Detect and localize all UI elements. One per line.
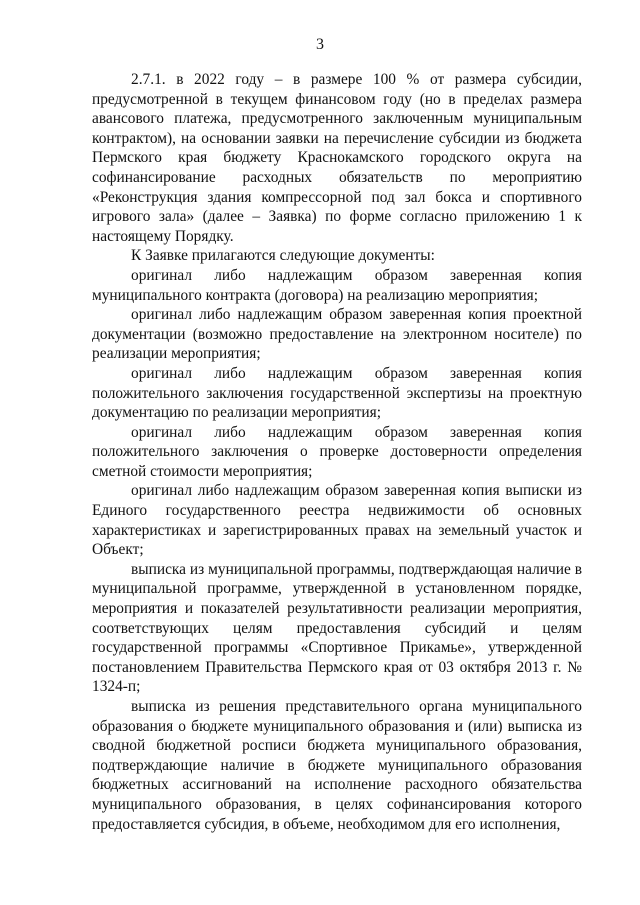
page-number: 3	[316, 36, 324, 53]
paragraph-attachments-intro: К Заявке прилагаются следующие документы:	[131, 247, 435, 265]
list-item-budget-extract: выписка из решения представительного органа муниципального образования о бюджете муниципального образования и (или) выписка из сводной бюджетной росписи бюджета муниципального образования, подтверждающие наличие в бюджете муниципального образования бюджетных ассигнований на исполнение расходного обязательства муниципального образования, в целях софинансирования которого предоставляется субсидия, в объеме, необходимом для его исполнения,	[92, 698, 582, 833]
list-item-registry-extract: оригинал либо надлежащим образом заверенная копия выписки из Единого государственного реестра недвижимости об основных характеристиках и зарегистрированных правах на земельный участок и Объект;	[92, 482, 582, 559]
list-item-cost-verification: оригинал либо надлежащим образом заверенная копия положительного заключения о проверке достоверности определения сметной стоимости мероприятия;	[92, 423, 582, 480]
paragraph-2-7-1: 2.7.1. в 2022 году – в размере 100 % от размера субсидии, предусмотренной в текущем финансовом году (но в пределах размера авансового платежа, предусмотренного заключенным муниципальным контрактом), на основании заявки на перечисление субсидии из бюджета Пермского края бюджету Краснокамского городского округа на софинансирование расходных обязательств по мероприятию «Реконструкция здания компрессорной под зал бокса и спортивного игрового зала» (далее – Заявка) по форме согласно приложению 1 к настоящему Порядку.	[92, 71, 582, 245]
list-item-project-docs: оригинал либо надлежащим образом заверенная копия проектной документации (возможно предоставление на электронном носителе) по реализации мероприятия;	[92, 306, 582, 363]
list-item-state-expertise: оригинал либо надлежащим образом заверенная копия положительного заключения государственной экспертизы на проектную документацию по реализации мероприятия;	[92, 364, 582, 422]
list-item-program-extract: выписка из муниципальной программы, подтверждающая наличие в муниципальной программе, утвержденной в установленном порядке, мероприятия и показателей результативности реализации мероприятия, соответствующих целям предоставления субсидий и целям государственной программы «Спортивное Прикамье», утвержденной постановлением Правительства Пермского края от 03 октября 2013 г. № 1324-п;	[92, 560, 582, 696]
list-item-contract: оригинал либо надлежащим образом заверенная копия муниципального контракта (договора) на реализацию мероприятия;	[92, 266, 582, 304]
document-body	[92, 70, 582, 834]
